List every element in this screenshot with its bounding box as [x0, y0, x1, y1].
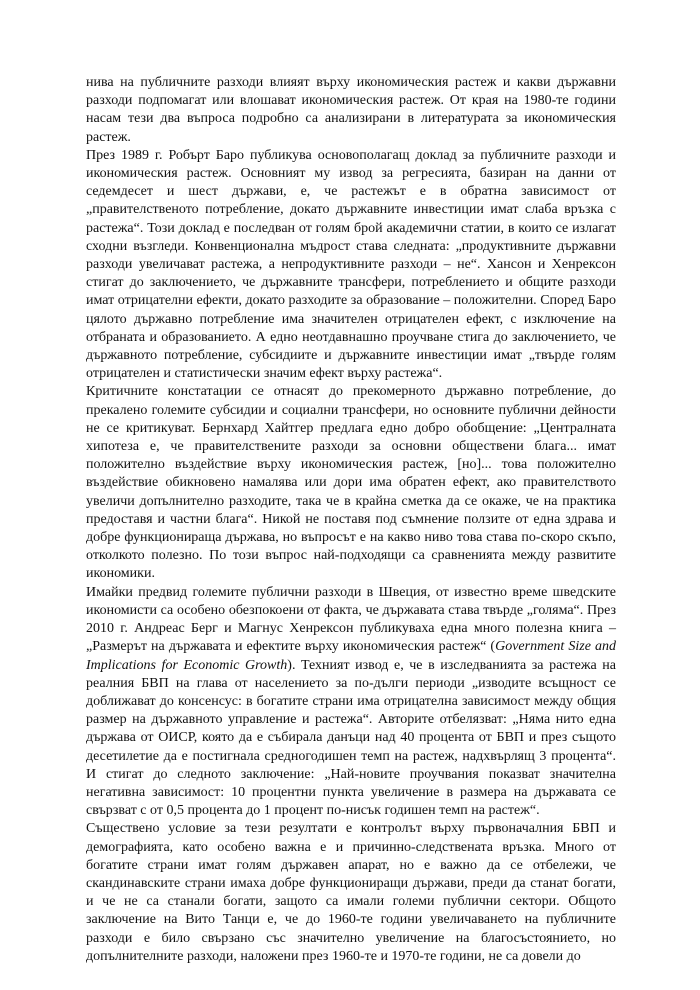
paragraph-text: Критичните констатации се отнасят до прекомерното държавно потребление, до прекалено големите субсидии и социални трансфери, но основните публични дейности не се критикуват. Бернхард Хайтгер предлага едно добро обобщение: „Централната хипотеза е, че правителствените разходи за основни обществени блага... имат положително въздействие върху икономическия растеж, [но]... това положително въздействие обикновено намалява или дори има обратен ефект, ако правителството увеличи допълнително разходите, така че в крайна сметка да се окаже, че на практика предоставя и частни блага“. Никой не поставя под съмнение ползите от една здрава и добре функционираща държава, но въпросът е на какво ниво това става по-скоро скъпо, отколкото полезно. По този въпрос най-подходящи са сравненията между развитите икономики. — [86, 384, 616, 582]
paragraph — [86, 74, 616, 147]
body-text — [86, 74, 616, 966]
paragraph-text: ). Техният извод е, че в изследванията за растежа на реалния БВП на глава от населението за по-дълги периоди „изводите всъщност се доближават до консенсус: в богатите страни има отрицателна зависимост между общия размер на държавното управление и растежа“. Авторите отбелязват: „Няма нито една държава от ОИСР, която да е събирала данъци над 40 процента от БВП и през същото десетилетие да е постигнала средногодишен темп на растеж, надхвърлящ 3 процента“. И стигат до следното заключение: „Най-новите проучвания показват значителна негативна зависимост: 10 процентни пункта увеличение в размера на държавата се свързват с от 0,5 процента до 1 процент по-нисък годишен темп на растеж“. — [86, 657, 616, 819]
paragraph — [86, 584, 616, 821]
book-title-english: Government Size and Implications for Economic Growth — [86, 639, 616, 673]
paragraph — [86, 820, 616, 966]
paragraph-text: нива на публичните разходи влияят върху икономическия растеж и какви държавни разходи подпомагат или влошават икономическия растеж. От края на 1980-те години насам тези два въпроса подробно са анализирани в литературата за икономическия растеж. — [86, 75, 616, 145]
paragraph-text: Съществено условие за тези резултати е контролът върху първоначалния БВП и демографията, като особено важна е и причинно-следствената връзка. Много от богатите страни имат голям държавен апарат, но е важно да се отбележи, че скандинавските страни имаха добре функциониращи държави, преди да станат богати, и че не са станали богати, защото са имали големи публични сектори. Общото заключение на Вито Танци е, че до 1960-те години увеличаването на публичните разходи е било свързано със значително увеличение на благосъстоянието, но допълнителните разходи, наложени през 1960-те и 1970-те години, не са довели до — [86, 821, 616, 964]
paragraph-text: Имайки предвид големите публични разходи в Швеция, от известно време шведските икономисти са особено обезпокоени от факта, че държавата става твърде „голяма“. През 2010 г. Андреас Берг и Магнус Хенрексон публикуваха една много полезна книга – „Размерът на държавата и ефектите върху икономическия растеж“ ( — [86, 584, 616, 655]
paragraph-text: През 1989 г. Робърт Баро публикува основополагащ доклад за публичните разходи и икономическия растеж. Основният му извод за регресията, базиран на данни от седемдесет и шест държави, е, че растежът е в обратна зависимост от „правителственото потребление, докато държавните инвестиции имат слаба връзка с растежа“. Този доклад е последван от голям брой академични статии, в които се излагат сходни възгледи. Конвенционална мъдрост става следната: „продуктивните държавни разходи увеличават растежа, а непродуктивните разходи – не“. Хансон и Хенрексон стигат до заключението, че държавните трансфери, потреблението и общите разходи имат отрицателни ефекти, докато разходите за образование – положителни. Според Баро цялото държавно потребление има значителен отрицателен ефект, с изключение на отбраната и образованието. А едно неотдавнашно проучване стига до заключението, че държавното потребление, субсидиите и държавните инвестиции имат „твърде голям отрицателен и статистически значим ефект върху растежа“. — [86, 147, 616, 382]
paragraph — [86, 147, 616, 384]
paragraph — [86, 383, 616, 583]
